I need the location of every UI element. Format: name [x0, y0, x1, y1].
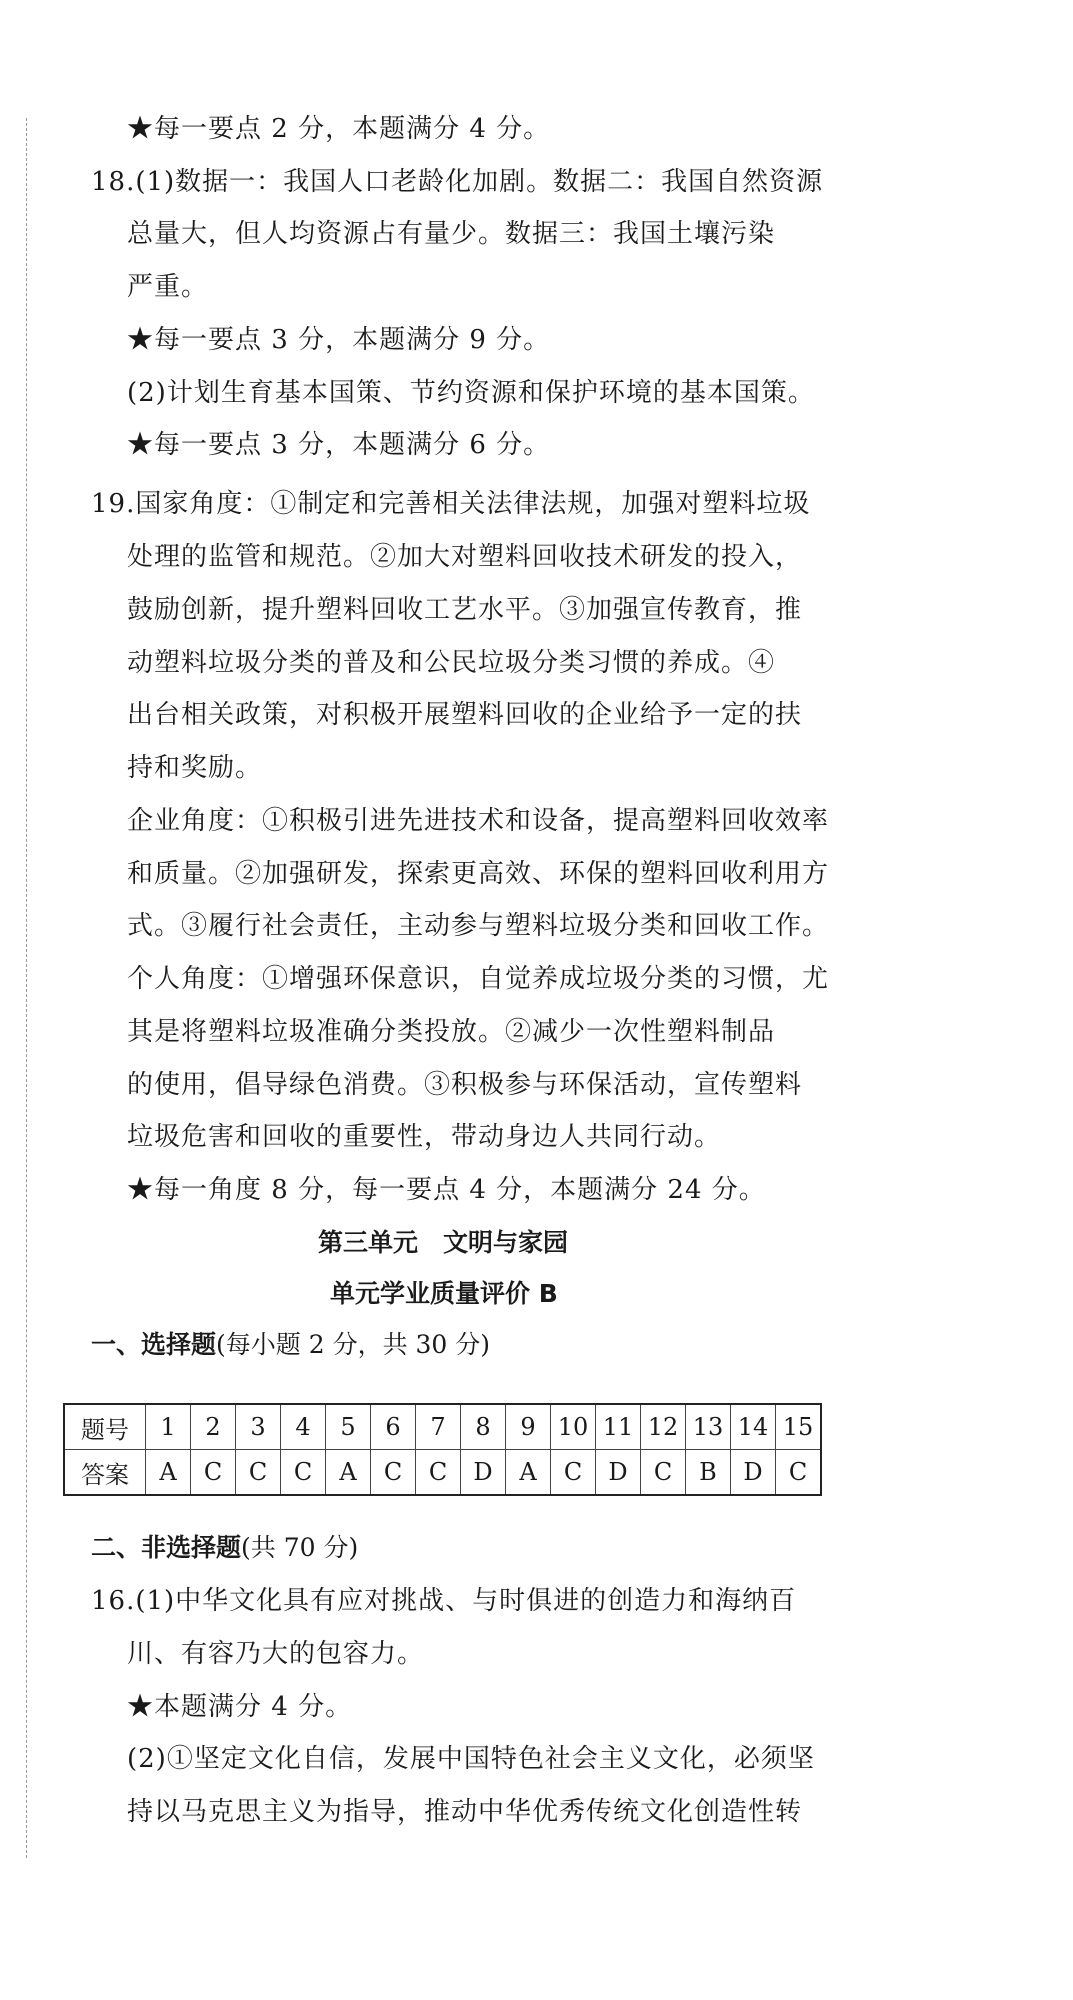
- question-number: 11: [596, 1404, 641, 1450]
- question-number: 1: [146, 1404, 191, 1450]
- evaluation-title: 单元学业质量评价 B: [330, 1279, 558, 1308]
- text-line: 其是将塑料垃圾准确分类投放。②减少一次性塑料制品: [127, 1017, 776, 1047]
- text-line: 16.(1)中华文化具有应对挑战、与时俱进的创造力和海纳百: [91, 1586, 797, 1616]
- text-line: 式。③履行社会责任，主动参与塑料垃圾分类和回收工作。: [127, 911, 830, 941]
- question-number: 7: [416, 1404, 461, 1450]
- text-line: 处理的监管和规范。②加大对塑料回收技术研发的投入，: [127, 542, 803, 572]
- section-note: (共 70 分): [241, 1533, 359, 1562]
- answer-cell: C: [416, 1450, 461, 1496]
- text-line: (2)计划生育基本国策、节约资源和保护环境的基本国策。: [127, 378, 815, 408]
- question-number: 8: [461, 1404, 506, 1450]
- answer-cell: A: [326, 1450, 371, 1496]
- text-line: ★每一要点 3 分，本题满分 9 分。: [127, 325, 551, 355]
- text-line: 个人角度：①增强环保意识，自觉养成垃圾分类的习惯，尤: [127, 964, 830, 994]
- text-line: (2)①坚定文化自信，发展中国特色社会主义文化，必须坚: [127, 1744, 815, 1774]
- answer-cell: D: [596, 1450, 641, 1496]
- answer-cell: B: [686, 1450, 731, 1496]
- table-row-answers: [64, 1450, 821, 1496]
- section-heading-nonchoice: [91, 1531, 358, 1565]
- text-line: 持和奖励。: [127, 753, 263, 783]
- answer-cell: C: [776, 1450, 822, 1496]
- text-line: 持以马克思主义为指导，推动中华优秀传统文化创造性转: [127, 1797, 803, 1827]
- answer-cell: C: [191, 1450, 236, 1496]
- text-line: 和质量。②加强研发，探索更高效、环保的塑料回收利用方: [127, 859, 830, 889]
- question-number: 5: [326, 1404, 371, 1450]
- table-row-numbers: [64, 1404, 821, 1450]
- section-note: (每小题 2 分，共 30 分): [216, 1330, 491, 1359]
- row-header: 答案: [64, 1450, 146, 1496]
- question-number: 14: [731, 1404, 776, 1450]
- answer-cell: A: [506, 1450, 551, 1496]
- question-number: 12: [641, 1404, 686, 1450]
- question-number: 13: [686, 1404, 731, 1450]
- question-number: 3: [236, 1404, 281, 1450]
- question-number: 9: [506, 1404, 551, 1450]
- question-number: 10: [551, 1404, 596, 1450]
- text-line: 鼓励创新，提升塑料回收工艺水平。③加强宣传教育，推: [127, 595, 803, 625]
- text-line: 严重。: [127, 272, 209, 302]
- text-line: 川、有容乃大的包容力。: [127, 1639, 425, 1669]
- answer-cell: C: [551, 1450, 596, 1496]
- text-line: 18.(1)数据一：我国人口老龄化加剧。数据二：我国自然资源: [91, 167, 824, 197]
- section-label: 二、非选择题: [91, 1533, 242, 1562]
- text-line: 企业角度：①积极引进先进技术和设备，提高塑料回收效率: [127, 806, 830, 836]
- answer-cell: D: [731, 1450, 776, 1496]
- section-heading-choice: [91, 1328, 490, 1362]
- text-line: 动塑料垃圾分类的普及和公民垃圾分类习惯的养成。④: [127, 648, 776, 678]
- row-header: 题号: [64, 1404, 146, 1450]
- answer-table: [63, 1403, 822, 1496]
- answer-cell: C: [371, 1450, 416, 1496]
- text-line: 总量大，但人均资源占有量少。数据三：我国土壤污染: [127, 219, 776, 249]
- binding-margin-line: [26, 118, 27, 1858]
- text-line: 19.国家角度：①制定和完善相关法律法规，加强对塑料垃圾: [91, 489, 811, 519]
- unit-title: 第三单元 文明与家园: [318, 1228, 569, 1257]
- text-line: 出台相关政策，对积极开展塑料回收的企业给予一定的扶: [127, 700, 803, 730]
- answer-cell: D: [461, 1450, 506, 1496]
- text-line: ★本题满分 4 分。: [127, 1692, 353, 1722]
- section-label: 一、选择题: [91, 1330, 217, 1359]
- question-number: 6: [371, 1404, 416, 1450]
- text-line: ★每一角度 8 分，每一要点 4 分，本题满分 24 分。: [127, 1175, 766, 1205]
- question-number: 4: [281, 1404, 326, 1450]
- question-number: 2: [191, 1404, 236, 1450]
- answer-cell: C: [641, 1450, 686, 1496]
- text-line: ★每一要点 3 分，本题满分 6 分。: [127, 430, 551, 460]
- answer-cell: C: [281, 1450, 326, 1496]
- answer-cell: A: [146, 1450, 191, 1496]
- text-line: 垃圾危害和回收的重要性，带动身边人共同行动。: [127, 1122, 722, 1152]
- answer-cell: C: [236, 1450, 281, 1496]
- text-line: 的使用，倡导绿色消费。③积极参与环保活动，宣传塑料: [127, 1070, 803, 1100]
- text-line: ★每一要点 2 分，本题满分 4 分。: [127, 114, 551, 144]
- question-number: 15: [776, 1404, 822, 1450]
